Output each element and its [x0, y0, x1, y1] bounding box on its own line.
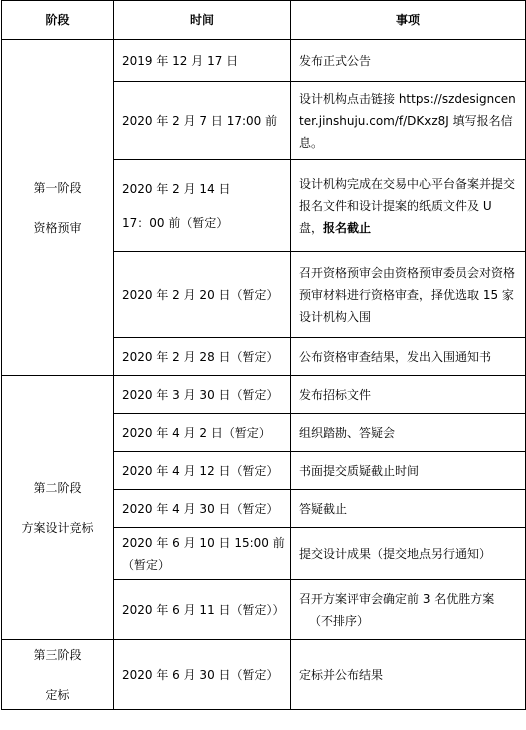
time-cell: 2020 年 2 月 20 日（暂定） — [114, 252, 291, 338]
item-cell: 公布资格审查结果，发出入围通知书 — [291, 338, 526, 376]
item-cell: 答疑截止 — [291, 490, 526, 528]
time-cell: 2020 年 4 月 12 日（暂定） — [114, 452, 291, 490]
item-cell — [291, 160, 526, 252]
stage-subtitle: 资格预审 — [33, 220, 82, 235]
stage-cell-3 — [2, 640, 114, 710]
stage-name: 第三阶段 — [33, 647, 82, 662]
item-cell: 提交设计成果（提交地点另行通知） — [291, 528, 526, 580]
header-time: 时间 — [114, 1, 291, 40]
stage-cell-2 — [2, 376, 114, 640]
item-cell — [291, 580, 526, 640]
stage-subtitle: 方案设计竞标 — [21, 520, 94, 535]
stage-name: 第一阶段 — [33, 180, 82, 195]
item-emphasis: 报名截止 — [323, 220, 372, 235]
time-cell: 2020 年 2 月 7 日 17:00 前 — [114, 82, 291, 160]
time-cell: 2020 年 6 月 11 日（暂定）） — [114, 580, 291, 640]
item-line: 召开方案评审会确定前 3 名优胜方案 — [299, 591, 495, 606]
time-cell: 2020 年 2 月 28 日（暂定） — [114, 338, 291, 376]
stage-name: 第二阶段 — [33, 480, 82, 495]
time-cell: 2020 年 6 月 30 日（暂定） — [114, 640, 291, 710]
item-cell: 组织踏勘、答疑会 — [291, 414, 526, 452]
time-line: 2020 年 6 月 10 日 15:00 前 — [122, 535, 285, 550]
time-cell: 2020 年 3 月 30 日（暂定） — [114, 376, 291, 414]
time-line: 17：00 前（暂定） — [122, 215, 229, 230]
time-line: 2020 年 2 月 14 日 — [122, 181, 231, 196]
time-line: （暂定） — [122, 557, 171, 572]
item-cell: 书面提交质疑截止时间 — [291, 452, 526, 490]
table-row — [2, 40, 526, 82]
item-cell: 定标并公布结果 — [291, 640, 526, 710]
time-cell: 2020 年 4 月 30 日（暂定） — [114, 490, 291, 528]
time-cell: 2019 年 12 月 17 日 — [114, 40, 291, 82]
header-row — [2, 1, 526, 40]
item-cell: 发布招标文件 — [291, 376, 526, 414]
schedule-table — [1, 0, 526, 710]
stage-subtitle: 定标 — [45, 687, 70, 702]
table-row — [2, 376, 526, 414]
item-cell: 设计机构点击链接 https://szdesigncenter.jinshuju.com/f/DKxz8J 填写报名信息。 — [291, 82, 526, 160]
item-cell: 发布正式公告 — [291, 40, 526, 82]
item-text: 设计机构完成在交易中心平台备案并提交报名文件和设计提案的纸质文件及 U 盘， — [299, 176, 516, 235]
time-cell — [114, 160, 291, 252]
time-cell — [114, 528, 291, 580]
time-cell: 2020 年 4 月 2 日（暂定） — [114, 414, 291, 452]
item-line: （不排序） — [309, 613, 370, 628]
header-item: 事项 — [291, 1, 526, 40]
table-row — [2, 640, 526, 710]
item-cell: 召开资格预审会由资格预审委员会对资格预审材料进行资格审查，择优选取 15 家设计机构入围 — [291, 252, 526, 338]
stage-cell-1 — [2, 40, 114, 376]
header-stage: 阶段 — [2, 1, 114, 40]
